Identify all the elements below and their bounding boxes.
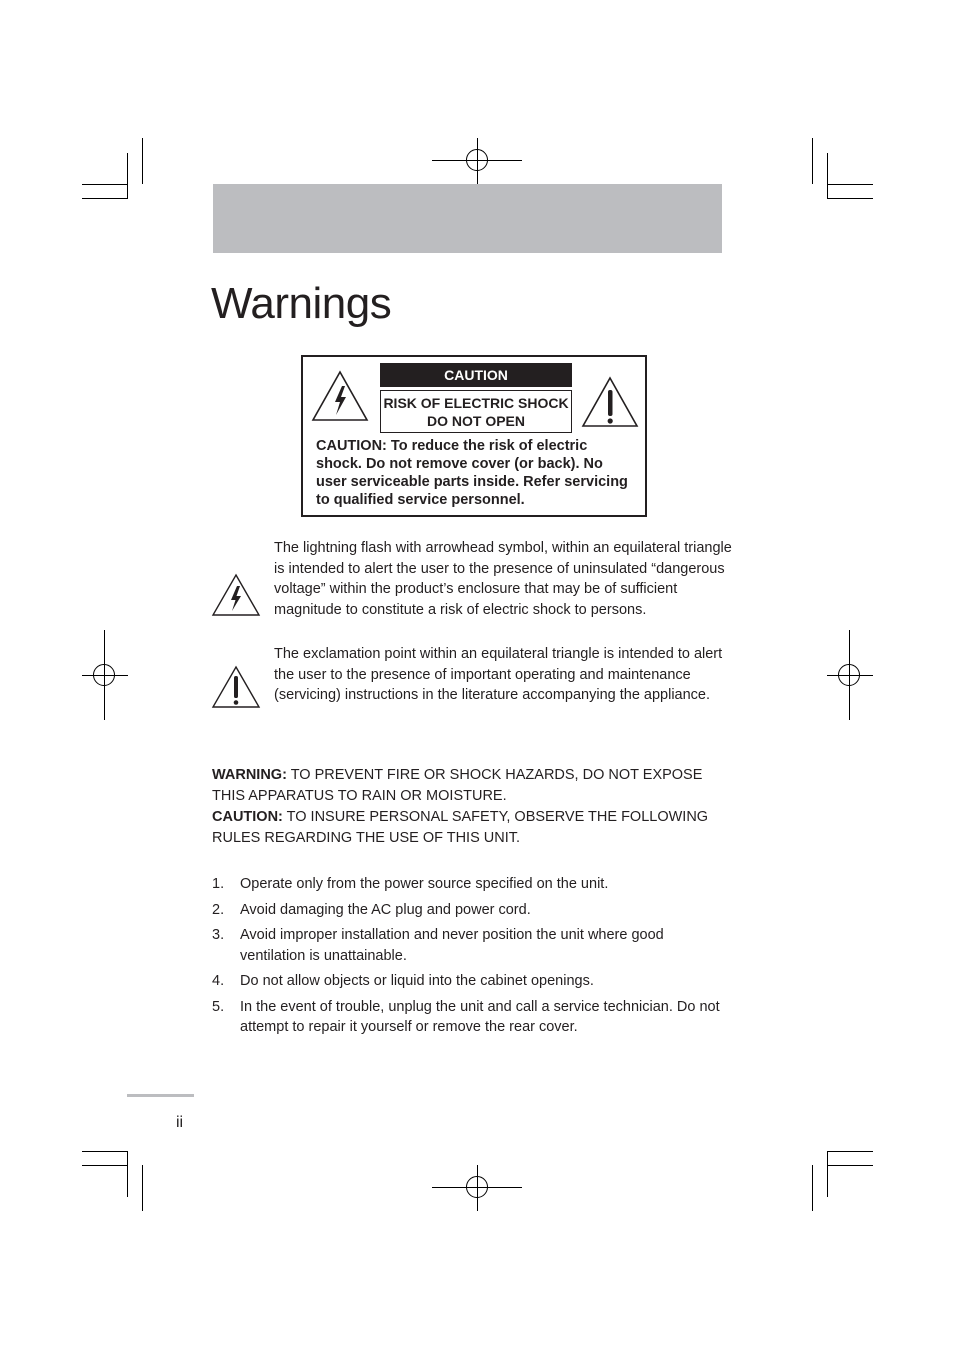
caution-label: CAUTION: [212,809,283,825]
list-item-number: 4. [212,973,225,989]
page-title: Warnings [211,279,392,328]
list-item-number: 1. [212,876,225,892]
warning-statements [212,765,732,849]
lightning-symbol-description: The lightning flash with arrowhead symbol, within an equilateral triangle is intended to alert the user to the presence of uninsulated “dangerous voltage” within the product’s enclosure that may be of sufficient magnitude to constitute a risk of electric shock to persons. [274,540,732,619]
list-item-text: In the event of trouble, unplug the unit and call a service technician. Do not attempt to repair it yourself or remove the rear cover. [240,998,720,1035]
list-item [212,900,732,921]
exclamation-symbol-description: The exclamation point within an equilateral triangle is intended to alert the user to the presence of important operating and maintenance (servicing) instructions in the literature accompanying the appliance. [274,646,723,704]
list-item-text: Operate only from the power source specified on the unit. [240,876,609,892]
list-item [212,925,732,966]
list-item-number: 3. [212,927,225,943]
risk-line-1: RISK OF ELECTRIC SHOCK [383,395,569,411]
warning-text: TO PREVENT FIRE OR SHOCK HAZARDS, DO NOT EXPOSE THIS APPARATUS TO RAIN OR MOISTURE. [212,767,703,804]
warning-label: WARNING: [212,767,287,783]
list-item-number: 5. [212,998,225,1015]
exclamation-triangle-icon [581,376,639,428]
risk-of-shock-box [380,390,572,433]
list-item [212,971,732,992]
header-band [213,184,722,253]
risk-line-2: DO NOT OPEN [426,413,525,429]
lightning-triangle-icon [211,573,261,617]
list-item [212,997,732,1038]
page-number: ii [176,1114,184,1131]
list-item [212,874,732,895]
lightning-triangle-icon [311,370,369,422]
caution-text: TO INSURE PERSONAL SAFETY, OBSERVE THE FOLLOWING RULES REGARDING THE USE OF THIS UNIT. [212,809,709,846]
list-item-text: Avoid improper installation and never position the unit where good ventilation is unattainable. [240,927,664,964]
caution-statement [212,807,732,849]
list-item-text: Avoid damaging the AC plug and power cord. [240,901,531,918]
exclamation-triangle-icon [211,665,261,709]
list-item-number: 2. [212,901,225,918]
safety-rules-list [212,874,732,1043]
caution-header: CAUTION [380,363,572,387]
footer-rule [127,1094,194,1097]
caution-body-text: CAUTION: To reduce the risk of electric shock. Do not remove cover (or back). No user serviceable parts inside. Refer servicing to qualified service personnel. [316,438,628,508]
warning-statement [212,765,732,807]
list-item-text: Do not allow objects or liquid into the cabinet openings. [240,973,594,989]
